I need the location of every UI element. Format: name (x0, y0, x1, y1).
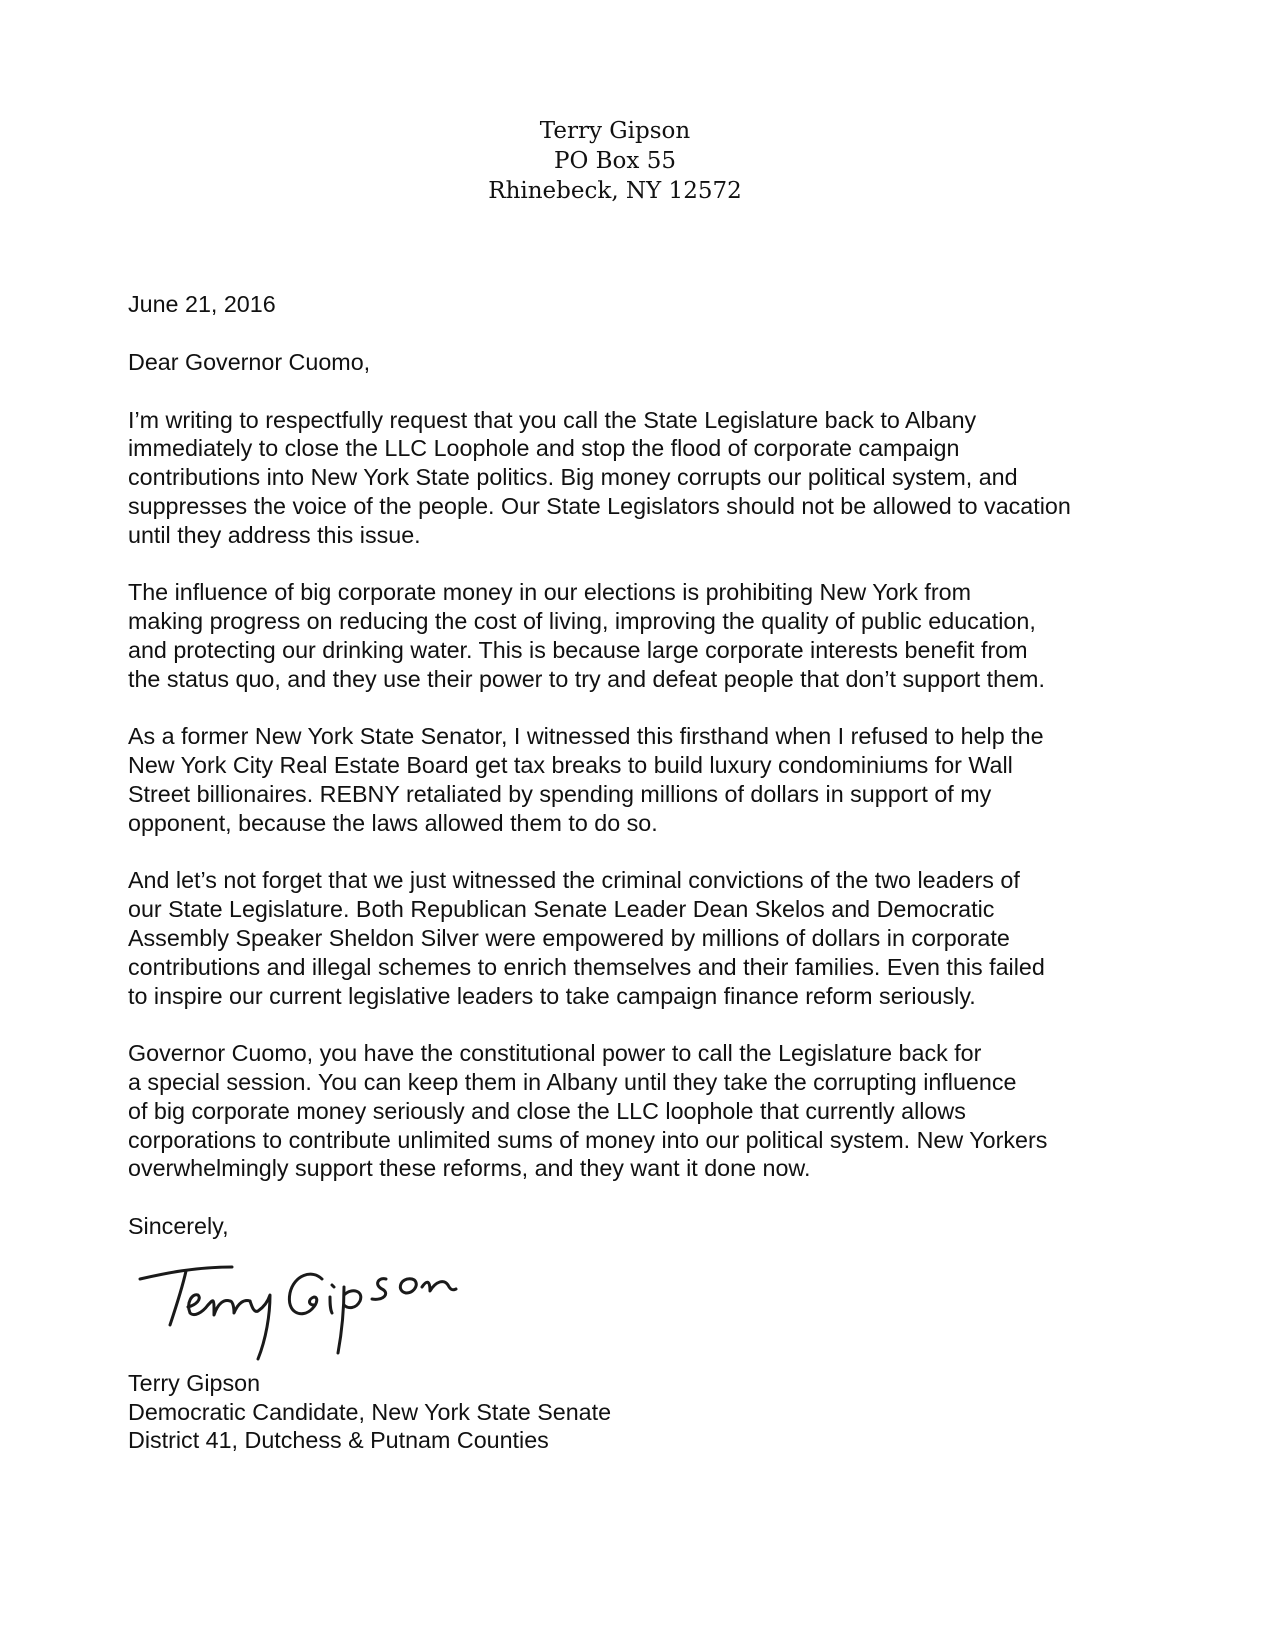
closing: Sincerely, (128, 1212, 229, 1239)
paragraph-4 (128, 866, 1118, 1010)
paragraph-2 (128, 578, 1118, 693)
paragraph-1 (128, 406, 1118, 550)
text-line: of big corporate money seriously and close the LLC loophole that currently allows (128, 1097, 966, 1124)
text-line: The influence of big corporate money in our elections is prohibiting New York from (128, 579, 972, 606)
text-line: to inspire our current legislative leaders to take campaign finance reform seriously. (128, 982, 976, 1009)
handwritten-signature (126, 1255, 506, 1365)
text-line: contributions into New York State politics. Big money corrupts our political system, and (128, 464, 1018, 491)
text-line: overwhelmingly support these reforms, and they want it done now. (128, 1155, 811, 1182)
text-line: Governor Cuomo, you have the constitutional power to call the Legislature back for (128, 1040, 982, 1067)
paragraph-3 (128, 722, 1118, 837)
text-line: and protecting our drinking water. This is because large corporate interests benefit from (128, 636, 1028, 663)
text-line: As a former New York State Senator, I witnessed this firsthand when I refused to help the (128, 723, 1044, 750)
text-line: Street billionaires. REBNY retaliated by spending millions of dollars in support of my (128, 780, 992, 807)
text-line: making progress on reducing the cost of living, improving the quality of public education, (128, 608, 1036, 635)
signer-district: District 41, Dutchess & Putnam Counties (128, 1427, 549, 1454)
letter-date: June 21, 2016 (128, 291, 276, 317)
text-line: immediately to close the LLC Loophole and stop the flood of corporate campaign (128, 435, 960, 462)
salutation: Dear Governor Cuomo, (128, 348, 371, 375)
paragraph-5 (128, 1039, 1118, 1183)
text-line: Assembly Speaker Sheldon Silver were empowered by millions of dollars in corporate (128, 924, 1010, 951)
letter-body (128, 290, 1118, 1455)
text-line: opponent, because the laws allowed them to do so. (128, 809, 658, 836)
text-line: a special session. You can keep them in Albany until they take the corrupting influence (128, 1068, 1017, 1095)
text-line: suppresses the voice of the people. Our State Legislators should not be allowed to vacation (128, 492, 1071, 519)
signer-block (128, 1369, 1118, 1455)
letterhead-city-state-zip: Rhinebeck, NY 12572 (488, 178, 742, 204)
signer-title: Democratic Candidate, New York State Senate (128, 1398, 612, 1425)
letterhead (0, 116, 1230, 206)
text-line: New York City Real Estate Board get tax breaks to build luxury condominiums for Wall (128, 752, 1013, 779)
signer-name: Terry Gipson (128, 1369, 261, 1396)
text-line: And let’s not forget that we just witnessed the criminal convictions of the two leaders of (128, 867, 1020, 894)
text-line: I’m writing to respectfully request that you call the State Legislature back to Albany (128, 406, 977, 433)
letterhead-po-box: PO Box 55 (554, 148, 676, 174)
text-line: contributions and illegal schemes to enrich themselves and their families. Even this failed (128, 953, 1045, 980)
text-line: corporations to contribute unlimited sums of money into our political system. New Yorkers (128, 1126, 1048, 1153)
text-line: until they address this issue. (128, 521, 421, 548)
text-line: the status quo, and they use their power to try and defeat people that don’t support them. (128, 665, 1045, 692)
letterhead-name: Terry Gipson (539, 118, 691, 144)
text-line: our State Legislature. Both Republican Senate Leader Dean Skelos and Democratic (128, 896, 995, 923)
